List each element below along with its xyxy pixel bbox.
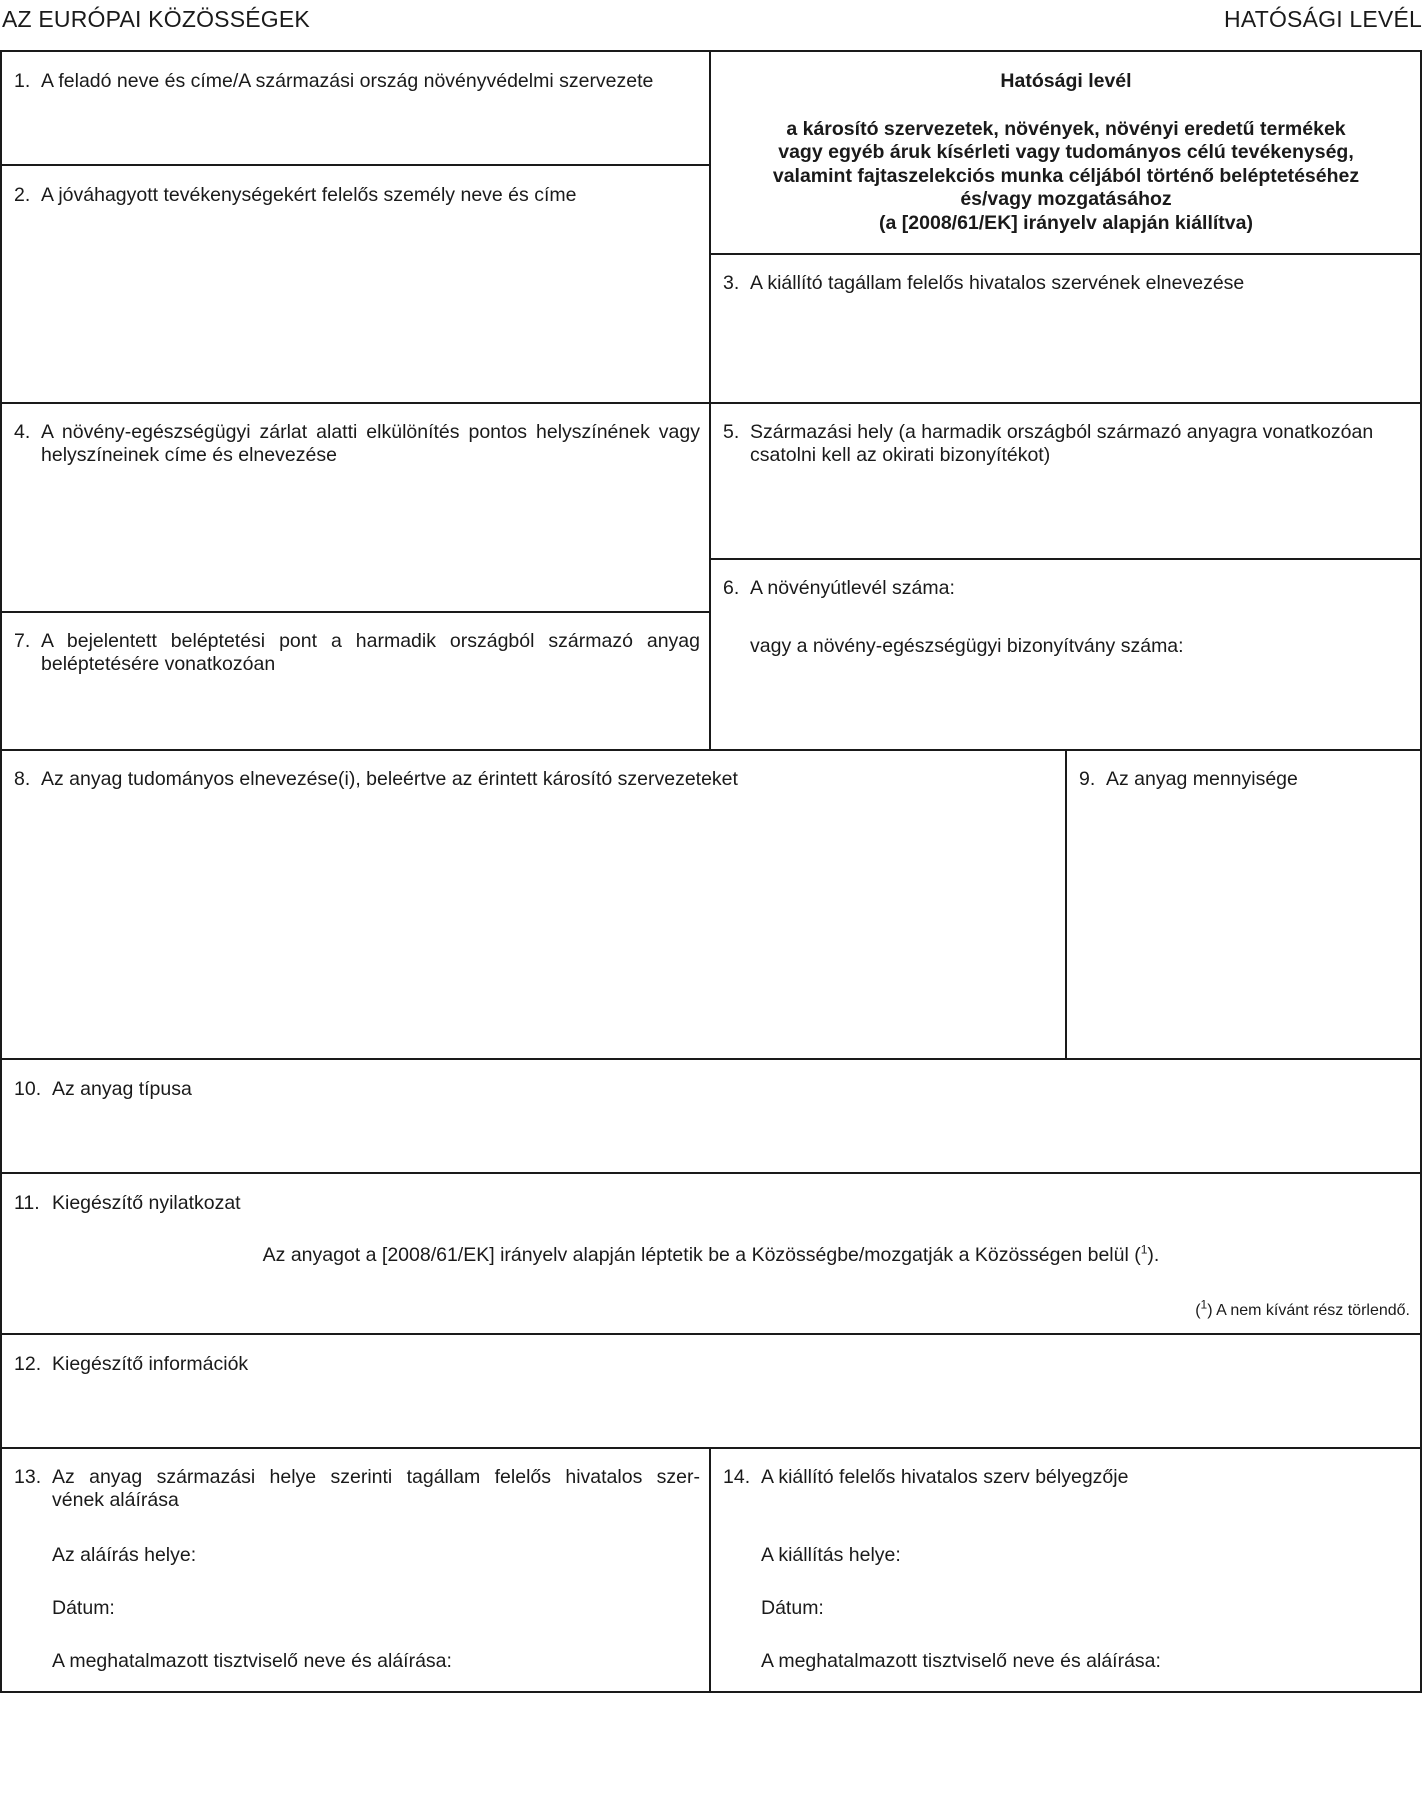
title-line-5: (a [2008/61/EK] irányelv alapján kiállítva) — [879, 212, 1253, 234]
divider-row-13 — [0, 1447, 1422, 1449]
field-6-alt-label: vagy a növény-egészségügyi bizonyítvány száma: — [750, 635, 1184, 657]
field-11-footnote — [1195, 1299, 1410, 1322]
field-10-number: 10. — [14, 1078, 42, 1100]
field-3-label: A kiállító tagállam felelős hivatalos szervének elnevezése — [750, 272, 1245, 294]
field-13-label-line-1: Az anyag származási helye szerinti tagállam felelős hivatalos szer- — [52, 1466, 700, 1488]
divider-row-8 — [0, 749, 1422, 751]
title-line-3: valamint fajtaszelekciós munka céljából történő beléptetéséhez — [772, 165, 1360, 187]
document-title: Hatósági levél — [1000, 70, 1132, 92]
border-top — [0, 50, 1422, 52]
field-8-number: 8. — [14, 768, 31, 790]
divider-13-14 — [709, 1447, 711, 1693]
field-12-number: 12. — [14, 1353, 42, 1375]
field-2-number: 2. — [14, 184, 31, 206]
field-12 — [14, 1353, 1404, 1376]
field-11-footnote-open: ( — [1195, 1302, 1201, 1319]
divider-row-4 — [0, 402, 1422, 404]
field-8-label: Az anyag tudományos elnevezése(i), beleértve az érintett károsító szervezeteket — [41, 768, 738, 790]
divider-row-12 — [0, 1333, 1422, 1335]
field-13 — [14, 1466, 700, 1512]
field-11-statement — [0, 1244, 1422, 1267]
title-line-4: és/vagy mozgatásához — [960, 188, 1172, 210]
field-2-label: A jóváhagyott tevékenységekért felelős személy neve és címe — [41, 184, 577, 206]
field-10-label: Az anyag típusa — [52, 1078, 192, 1100]
field-5 — [723, 421, 1413, 467]
field-7-label: A bejelentett beléptetési pont a harmadik országból származó anyag beléptetésére vonatkozóan — [41, 630, 700, 675]
field-11-number: 11. — [14, 1192, 40, 1214]
field-13-label-line-2: vének aláírása — [52, 1489, 179, 1511]
divider-1-2 — [0, 164, 710, 166]
header-right-title: HATÓSÁGI LEVÉL — [1224, 6, 1422, 32]
field-3-number: 3. — [723, 272, 740, 294]
field-8 — [14, 768, 1054, 791]
field-13-number: 13. — [14, 1466, 42, 1488]
field-4 — [14, 421, 700, 467]
field-11-statement-sup: 1 — [1140, 1242, 1148, 1257]
field-7 — [14, 630, 700, 676]
field-13-official: A meghatalmazott tisztviselő neve és aláírása: — [52, 1650, 452, 1672]
field-10 — [14, 1078, 1404, 1101]
field-4-number: 4. — [14, 421, 31, 443]
divider-col-main — [709, 50, 711, 750]
field-11-label: Kiegészítő nyilatkozat — [52, 1192, 241, 1214]
field-6 — [723, 577, 1413, 600]
field-13-date: Dátum: — [52, 1597, 115, 1619]
field-14-official: A meghatalmazott tisztviselő neve és aláírása: — [761, 1650, 1161, 1672]
field-3 — [723, 272, 1413, 295]
field-14-number: 14. — [723, 1466, 751, 1488]
header-left-title: AZ EURÓPAI KÖZÖSSÉGEK — [2, 6, 310, 32]
field-12-label: Kiegészítő információk — [52, 1353, 249, 1375]
field-5-number: 5. — [723, 421, 740, 443]
field-6-label: A növényútlevél száma: — [750, 577, 955, 599]
field-14-place: A kiállítás helye: — [761, 1544, 901, 1566]
divider-row-11 — [0, 1172, 1422, 1174]
field-14-date: Dátum: — [761, 1597, 824, 1619]
field-7-number: 7. — [14, 630, 31, 652]
field-9-label: Az anyag mennyisége — [1106, 768, 1298, 790]
field-13-place: Az aláírás helye: — [52, 1544, 197, 1566]
field-9-number: 9. — [1079, 768, 1096, 790]
field-5-label: Származási hely (a harmadik országból származó anyagra vonatkozóan csatolni kell az okirati bizonyítékot) — [750, 421, 1374, 466]
title-line-2: vagy egyéb áruk kísérleti vagy tudományos célú tevékenység, — [778, 141, 1354, 163]
field-11-statement-end: ). — [1147, 1244, 1160, 1266]
field-11-statement-text: Az anyagot a [2008/61/EK] irányelv alapján léptetik be a Közösségbe/mozgatják a Közösségen belül ( — [262, 1244, 1141, 1266]
field-1 — [14, 70, 704, 93]
field-11-footnote-sup: 1 — [1200, 1297, 1208, 1312]
field-14 — [723, 1466, 1413, 1489]
field-1-label: A feladó neve és címe/A származási ország növényvédelmi szervezete — [41, 70, 654, 92]
field-11 — [14, 1192, 1404, 1215]
field-1-number: 1. — [14, 70, 31, 92]
divider-5-6 — [709, 558, 1422, 560]
divider-8-9 — [1065, 749, 1067, 1059]
field-2 — [14, 184, 704, 207]
field-11-footnote-text: ) A nem kívánt rész törlendő. — [1207, 1302, 1410, 1319]
field-4-label: A növény-egészségügyi zárlat alatti elkülönítés pontos helyszínének vagy helyszíneinek címe és elnevezése — [41, 421, 700, 466]
title-line-1: a károsító szervezetek, növények, növényi eredetű termékek — [786, 118, 1346, 140]
field-14-label: A kiállító felelős hivatalos szerv bélyegzője — [761, 1466, 1129, 1488]
border-bottom — [0, 1691, 1422, 1693]
divider-title-3 — [709, 253, 1422, 255]
field-9 — [1079, 768, 1414, 791]
divider-4-7 — [0, 611, 710, 613]
field-6-number: 6. — [723, 577, 740, 599]
divider-row-10 — [0, 1058, 1422, 1060]
